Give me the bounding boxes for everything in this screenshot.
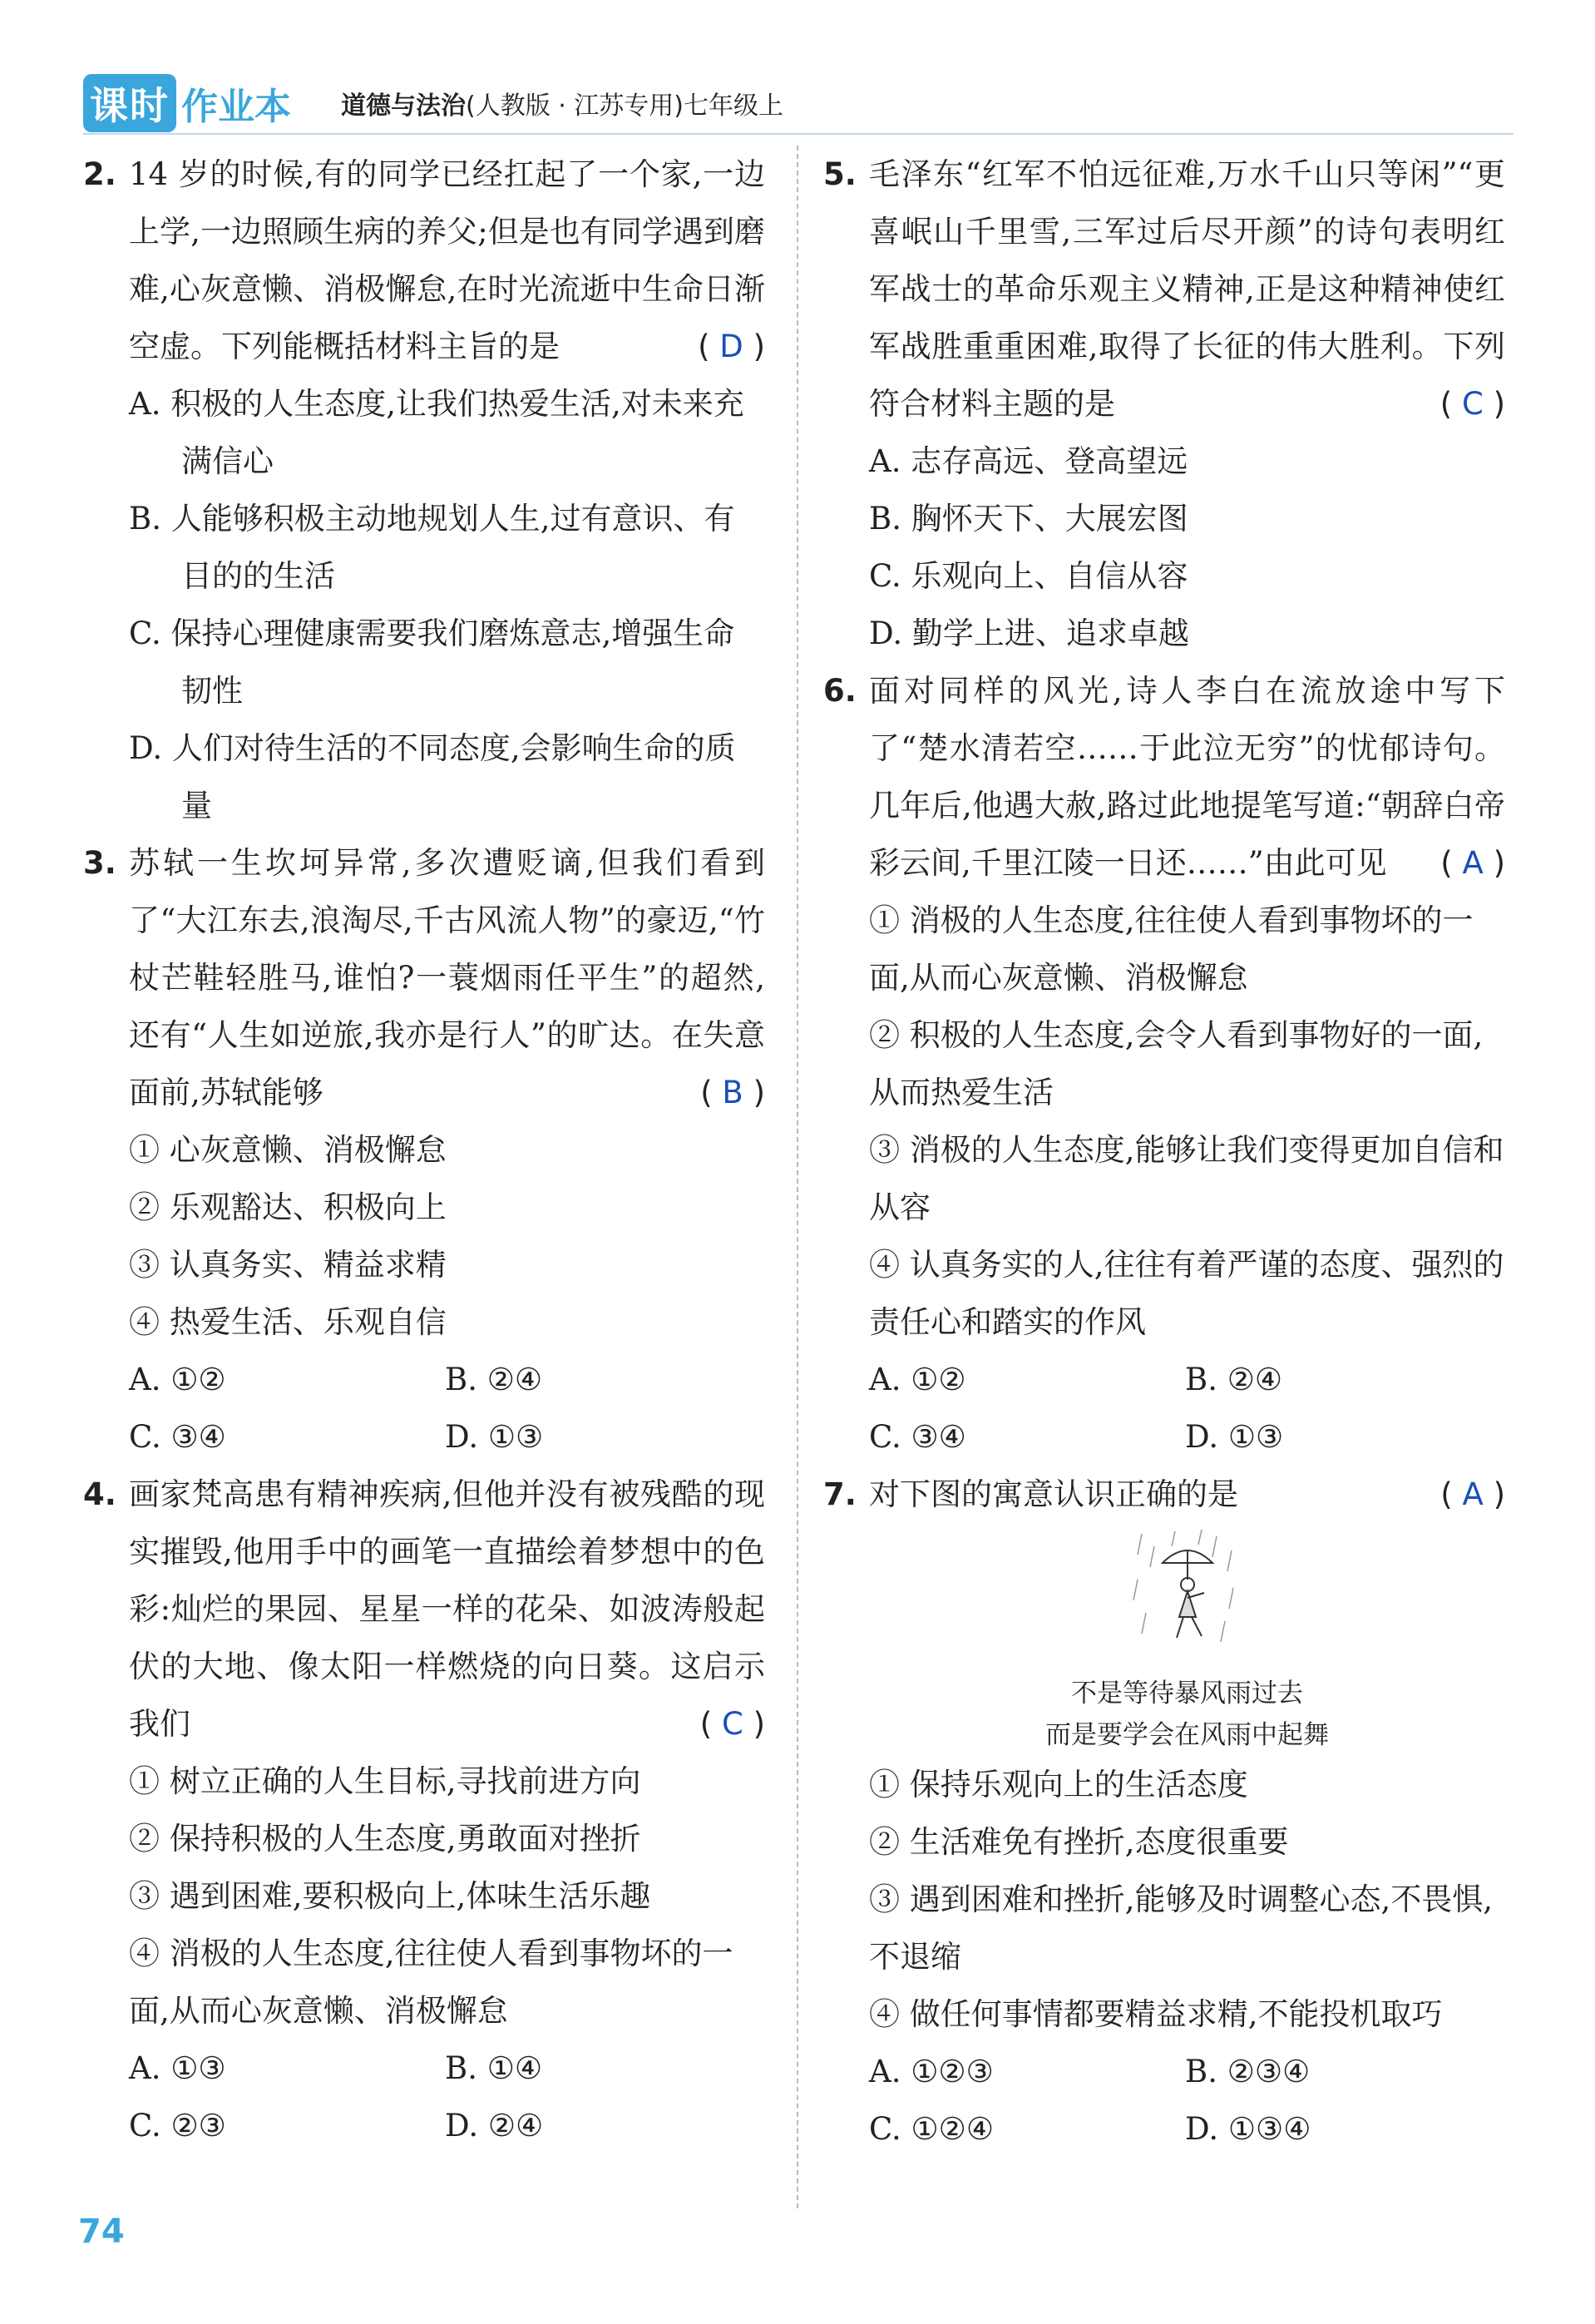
question-number: 3. bbox=[83, 845, 116, 881]
logo-text: 作业本 bbox=[181, 86, 291, 128]
statement-4: ④ 热爱生活、乐观自信 bbox=[129, 1304, 447, 1340]
answer-mark: ( B ) bbox=[700, 1075, 765, 1110]
edition-text: (人教版 · 江苏专用)七年级上 bbox=[466, 91, 784, 121]
choice-row bbox=[823, 2043, 1505, 2100]
statement-1: ① 心灰意懒、消极懈怠 bbox=[129, 1132, 447, 1168]
option-c: C. 保持心理健康需要我们磨炼意志,增强生命韧性 bbox=[129, 616, 735, 709]
statement-4: ④ 认真务实的人,往往有着严谨的态度、强烈的责任心和踏实的作风 bbox=[869, 1247, 1504, 1340]
brand-logo bbox=[83, 77, 291, 130]
question-stem: 画家梵高患有精神疾病,但他并没有被残酷的现实摧毁,他用手中的画笔一直描绘着梦想中的色彩:灿烂的果园、星星一样的花朵、如波涛般起伏的大地、像太阳一样燃烧的向日葵。这启示我们 bbox=[129, 1476, 765, 1742]
choice-a: A. ①③ bbox=[129, 2050, 226, 2086]
question-number: 6. bbox=[823, 673, 857, 709]
answer-letter: B bbox=[722, 1075, 743, 1110]
statement-2: ② 生活难免有挫折,态度很重要 bbox=[869, 1824, 1289, 1860]
question-number: 2. bbox=[83, 156, 116, 192]
statement-3: ③ 认真务实、精益求精 bbox=[129, 1247, 447, 1283]
logo-box: 课时 bbox=[83, 74, 176, 132]
answer-letter: D bbox=[719, 329, 743, 364]
statement-4: ④ 做任何事情都要精益求精,不能投机取巧 bbox=[869, 1996, 1443, 2032]
option-b: B. 人能够积极主动地规划人生,过有意识、有目的的生活 bbox=[129, 501, 735, 594]
statement-2: ② 乐观豁达、积极向上 bbox=[129, 1189, 447, 1225]
choice-b: B. ②③④ bbox=[1185, 2054, 1311, 2089]
answer-mark: ( D ) bbox=[698, 329, 765, 364]
option-a: A. 积极的人生态度,让我们热爱生活,对未来充满信心 bbox=[129, 386, 744, 479]
statement-1: ① 保持乐观向上的生活态度 bbox=[869, 1767, 1248, 1802]
question-number: 5. bbox=[823, 156, 857, 192]
choice-row bbox=[823, 2100, 1505, 2158]
statement-1: ① 树立正确的人生目标,寻找前进方向 bbox=[129, 1763, 641, 1799]
figure-caption-line-1: 不是等待暴风雨过去 bbox=[1071, 1679, 1303, 1708]
answer-mark: ( A ) bbox=[1440, 1476, 1505, 1512]
right-column bbox=[823, 146, 1505, 2158]
answer-mark: ( C ) bbox=[699, 1706, 765, 1742]
statement-3: ③ 遇到困难,要积极向上,体味生活乐趣 bbox=[129, 1878, 651, 1914]
question-stem: 对下图的寓意认识正确的是 bbox=[869, 1476, 1238, 1512]
question-stem: 毛泽东“红军不怕远征难,万水千山只等闲”“更喜岷山千里雪,三军过后尽开颜”的诗句表明红军战士的革命乐观主义精神,正是这种精神使红军战胜重重困难,取得了长征的伟大胜利。下列符合材料主题的是 bbox=[869, 156, 1505, 422]
option-d: D. 人们对待生活的不同态度,会影响生命的质量 bbox=[129, 730, 736, 823]
statement-2: ② 保持积极的人生态度,勇敢面对挫折 bbox=[129, 1821, 641, 1857]
answer-letter: C bbox=[721, 1706, 743, 1742]
left-column bbox=[83, 146, 765, 2154]
question-number: 7. bbox=[823, 1476, 857, 1512]
question-3 bbox=[83, 834, 765, 1466]
statement-1: ① 消极的人生态度,往往使人看到事物坏的一面,从而心灰意懒、消极懈怠 bbox=[869, 902, 1474, 996]
page-header bbox=[83, 77, 1514, 130]
choice-row bbox=[823, 1408, 1505, 1466]
choice-b: B. ②④ bbox=[445, 1362, 543, 1397]
question-stem: 面对同样的风光,诗人李白在流放途中写下了“楚水清若空……于此泣无穷”的忧郁诗句。几年后,他遇大赦,路过此地提笔写道:“朝辞白帝彩云间,千里江陵一日还……”由此可见 bbox=[869, 673, 1505, 881]
option-a: A. 志存高远、登高望远 bbox=[869, 443, 1188, 479]
page-number: 74 bbox=[78, 2213, 125, 2251]
statement-3: ③ 消极的人生态度,能够让我们变得更加自信和从容 bbox=[869, 1132, 1504, 1225]
book-title bbox=[341, 85, 783, 121]
question-4 bbox=[83, 1466, 765, 2154]
option-b: B. 胸怀天下、大展宏图 bbox=[869, 501, 1188, 536]
question-7 bbox=[823, 1466, 1505, 2158]
answer-letter: C bbox=[1461, 386, 1484, 422]
choice-c: C. ③④ bbox=[129, 1419, 226, 1455]
figure-caption-line-2: 而是要学会在风雨中起舞 bbox=[1045, 1720, 1329, 1750]
choice-d: D. ①③ bbox=[1185, 1419, 1284, 1455]
subject-name: 道德与法治 bbox=[341, 91, 466, 121]
statement-3: ③ 遇到困难和挫折,能够及时调整心态,不畏惧,不退缩 bbox=[869, 1881, 1494, 1975]
choice-row bbox=[823, 1351, 1505, 1408]
choice-c: C. ③④ bbox=[869, 1419, 966, 1455]
choice-c: C. ②③ bbox=[129, 2108, 226, 2144]
choice-a: A. ①② bbox=[869, 1362, 966, 1397]
question-stem: 14 岁的时候,有的同学已经扛起了一个家,一边上学,一边照顾生病的养父;但是也有同学遇到磨难,心灰意懒、消极懈怠,在时光流逝中生命日渐空虚。下列能概括材料主旨的是 bbox=[129, 156, 765, 364]
rain-dance-illustration bbox=[869, 1530, 1505, 1756]
choice-a: A. ①②③ bbox=[869, 2054, 994, 2089]
choice-row bbox=[83, 2097, 765, 2154]
question-6 bbox=[823, 662, 1505, 1466]
statement-4: ④ 消极的人生态度,往往使人看到事物坏的一面,从而心灰意懒、消极懈怠 bbox=[129, 1936, 733, 2029]
option-c: C. 乐观向上、自信从容 bbox=[869, 558, 1188, 594]
answer-letter: A bbox=[1462, 845, 1484, 881]
choice-a: A. ①② bbox=[129, 1362, 226, 1397]
question-2 bbox=[83, 146, 765, 834]
statement-2: ② 积极的人生态度,会令人看到事物好的一面,从而热爱生活 bbox=[869, 1017, 1484, 1110]
choice-d: D. ①③ bbox=[445, 1419, 544, 1455]
question-number: 4. bbox=[83, 1476, 116, 1512]
choice-b: B. ②④ bbox=[1185, 1362, 1283, 1397]
answer-mark: ( A ) bbox=[1440, 845, 1505, 881]
question-5 bbox=[823, 146, 1505, 662]
choice-d: D. ②④ bbox=[445, 2108, 544, 2144]
option-d: D. 勤学上进、追求卓越 bbox=[869, 616, 1189, 651]
choice-row bbox=[83, 2040, 765, 2097]
choice-row bbox=[83, 1408, 765, 1466]
answer-mark: ( C ) bbox=[1439, 386, 1505, 422]
dancing-in-rain-icon bbox=[1125, 1530, 1250, 1654]
column-divider bbox=[797, 146, 798, 2208]
choice-b: B. ①④ bbox=[445, 2050, 543, 2086]
header-rule bbox=[83, 133, 1514, 135]
choice-c: C. ①②④ bbox=[869, 2111, 995, 2147]
choice-row bbox=[83, 1351, 765, 1408]
question-stem: 苏轼一生坎坷异常,多次遭贬谪,但我们看到了“大江东去,浪淘尽,千古风流人物”的豪迈,“竹杖芒鞋轻胜马,谁怕?一蓑烟雨任平生”的超然,还有“人生如逆旅,我亦是行人”的旷达。在失意面前,苏轼能够 bbox=[129, 845, 765, 1110]
answer-letter: A bbox=[1462, 1476, 1484, 1512]
choice-d: D. ①③④ bbox=[1185, 2111, 1311, 2147]
